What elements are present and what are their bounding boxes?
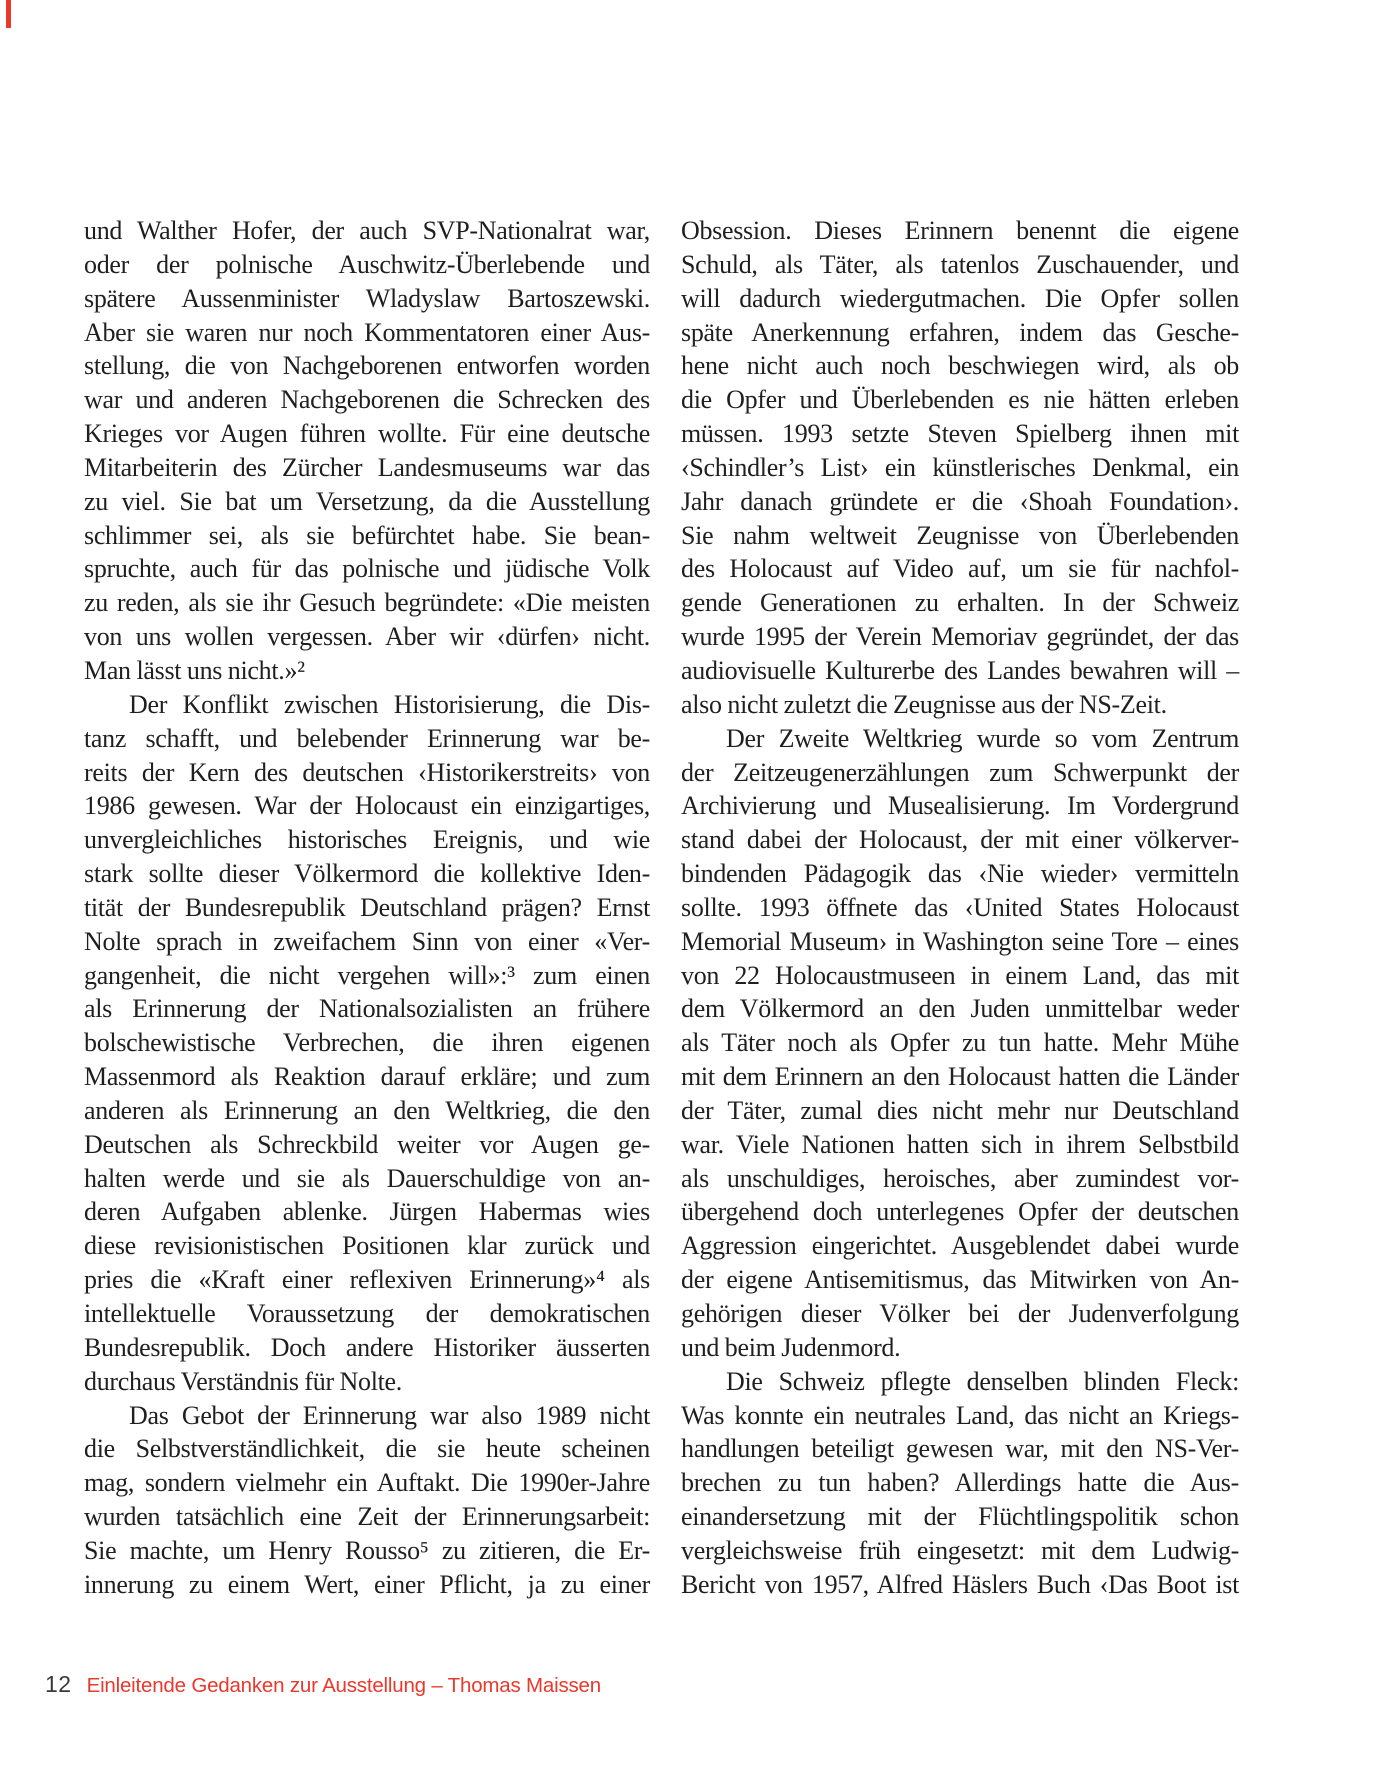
text-line: unvergleichliches historisches Ereignis, und wie <box>84 825 650 855</box>
text-line: Bericht von 1957, Alfred Häslers Buch ‹Das Boot ist <box>681 1569 1239 1599</box>
text-line: war. Viele Nationen hatten sich in ihrem Selbstbild <box>681 1129 1239 1159</box>
text-line: Aggression eingerichtet. Ausgeblendet dabei wurde <box>681 1231 1239 1261</box>
text-line: gangenheit, die nicht vergehen will»:³ zum einen <box>84 960 650 990</box>
text-line: die Selbstverständlichkeit, die sie heute scheinen <box>84 1434 650 1464</box>
text-line: brechen zu tun haben? Allerdings hatte die Aus- <box>681 1468 1239 1498</box>
text-line: schlimmer sei, als sie befürchtet habe. Sie bean- <box>84 520 650 550</box>
text-line: die Opfer und Überlebenden es nie hätten erleben <box>681 385 1239 415</box>
page-footer <box>45 1671 601 1698</box>
text-line: Krieges vor Augen führen wollte. Für eine deutsche <box>84 419 650 449</box>
text-line: späte Anerkennung erfahren, indem das Gesche- <box>681 317 1239 347</box>
text-line: Obsession. Dieses Erinnern benennt die eigene <box>681 216 1239 245</box>
text-line: vergleichsweise früh eingesetzt: mit dem Ludwig- <box>681 1535 1239 1565</box>
text-line: gehörigen dieser Völker bei der Judenverfolgung <box>681 1299 1239 1328</box>
text-line: übergehend doch unterlegenes Opfer der deutschen <box>681 1197 1239 1227</box>
text-line: stellung, die von Nachgeborenen entworfen worden <box>84 351 650 381</box>
text-line: sollte. 1993 öffnete das ‹United States Holocaust <box>681 892 1239 922</box>
text-line: Nolte sprach in zweifachem Sinn von einer «Ver- <box>84 926 650 956</box>
text-line: intellektuelle Voraussetzung der demokratischen <box>84 1299 650 1328</box>
text-line: und beim Judenmord. <box>681 1332 901 1362</box>
text-line: Was konnte ein neutrales Land, das nicht an Kriegs- <box>681 1400 1239 1430</box>
text-line: als Täter noch als Opfer zu tun hatte. Mehr Mühe <box>681 1028 1239 1058</box>
text-line: 1986 gewesen. War der Holocaust ein einzigartiges, <box>84 791 650 821</box>
text-line: also nicht zuletzt die Zeugnisse aus der NS-Zeit. <box>681 689 1167 719</box>
text-line: Sie nahm weltweit Zeugnisse von Überlebenden <box>681 520 1239 550</box>
text-line: Man lässt uns nicht.»² <box>84 655 305 685</box>
text-line: spruchte, auch für das polnische und jüdische Volk <box>84 554 650 584</box>
text-line: spätere Aussenminister Wladyslaw Bartoszewski. <box>84 283 650 313</box>
text-line: mag, sondern vielmehr ein Auftakt. Die 1990er-Jahre <box>84 1468 650 1498</box>
text-line: Der Zweite Weltkrieg wurde so vom Zentrum <box>726 723 1239 753</box>
text-line: als Erinnerung der Nationalsozialisten an frühere <box>84 994 650 1024</box>
text-line: wurde 1995 der Verein Memoriav gegründet, der das <box>681 622 1239 652</box>
text-line: innerung zu einem Wert, einer Pflicht, ja zu einer <box>84 1569 650 1599</box>
text-line: Mitarbeiterin des Zürcher Landesmuseums war das <box>84 452 650 482</box>
text-line: bindenden Pädagogik das ‹Nie wieder› vermitteln <box>681 859 1239 889</box>
text-line: war und anderen Nachgeborenen die Schrecken des <box>84 385 650 415</box>
text-line: Sie machte, um Henry Rousso⁵ zu zitieren, die Er- <box>84 1535 650 1565</box>
text-line: Schuld, als Täter, als tatenlos Zuschauender, und <box>681 249 1239 279</box>
text-line: handlungen beteiligt gewesen war, mit den NS-Ver- <box>681 1434 1239 1464</box>
text-line: stand dabei der Holocaust, der mit einer völkerver- <box>681 825 1239 855</box>
text-line: zu reden, als sie ihr Gesuch begründete: «Die meisten <box>84 588 650 618</box>
text-line: dem Völkermord an den Juden unmittelbar weder <box>681 994 1239 1024</box>
text-line: von uns wollen vergessen. Aber wir ‹dürfen› nicht. <box>84 622 650 652</box>
text-column-left <box>84 214 650 1602</box>
text-line: halten werde und sie als Dauerschuldige von an- <box>84 1163 650 1193</box>
text-line: Der Konflikt zwischen Historisierung, die Dis- <box>129 689 650 719</box>
text-line: will dadurch wiedergutmachen. Die Opfer sollen <box>681 283 1239 313</box>
text-line: Deutschen als Schreckbild weiter vor Augen ge- <box>84 1129 650 1159</box>
text-line: stark sollte dieser Völkermord die kollektive Iden- <box>84 859 650 889</box>
text-line: zu viel. Sie bat um Versetzung, da die Ausstellung <box>84 486 650 516</box>
text-column-right <box>681 214 1239 1602</box>
text-line: Bundesrepublik. Doch andere Historiker äusserten <box>84 1332 650 1362</box>
text-line: tanz schafft, und belebender Erinnerung war be- <box>84 723 650 753</box>
text-line: des Holocaust auf Video auf, um sie für nachfol- <box>681 554 1239 584</box>
text-line: Aber sie waren nur noch Kommentatoren einer Aus- <box>84 317 650 347</box>
text-line: der Täter, zumal dies nicht mehr nur Deutschland <box>681 1095 1239 1125</box>
page-number: 12 <box>45 1671 72 1697</box>
text-line: einandersetzung mit der Flüchtlingspolitik schon <box>681 1502 1239 1532</box>
text-line: Jahr danach gründete er die ‹Shoah Foundation›. <box>681 486 1239 516</box>
text-line: Die Schweiz pflegte denselben blinden Fleck: <box>726 1366 1239 1396</box>
text-line: tität der Bundesrepublik Deutschland prägen? Ernst <box>84 892 650 922</box>
text-line: oder der polnische Auschwitz-Überlebende und <box>84 249 650 279</box>
text-line: Memorial Museum› in Washington seine Tore – eines <box>681 926 1239 956</box>
text-line: ‹Schindler’s List› ein künstlerisches Denkmal, ein <box>681 452 1239 482</box>
footer-chapter-title: Einleitende Gedanken zur Ausstellung – Thomas Maissen <box>86 1674 601 1697</box>
text-line: gende Generationen zu erhalten. In der Schweiz <box>681 588 1239 618</box>
text-line: audiovisuelle Kulturerbe des Landes bewahren will – <box>681 655 1239 685</box>
text-line: Archivierung und Musealisierung. Im Vordergrund <box>681 791 1239 821</box>
text-line: und Walther Hofer, der auch SVP-Nationalrat war, <box>84 216 650 245</box>
text-line: pries die «Kraft einer reflexiven Erinnerung»⁴ als <box>84 1265 650 1295</box>
text-line: wurden tatsächlich eine Zeit der Erinnerungsarbeit: <box>84 1502 650 1532</box>
text-line: deren Aufgaben ablenke. Jürgen Habermas wies <box>84 1197 650 1227</box>
text-line: müssen. 1993 setzte Steven Spielberg ihnen mit <box>681 419 1239 449</box>
text-line: als unschuldiges, heroisches, aber zumindest vor- <box>681 1163 1239 1193</box>
text-line: bolschewistische Verbrechen, die ihren eigenen <box>84 1028 650 1058</box>
text-line: von 22 Holocaustmuseen in einem Land, das mit <box>681 960 1239 990</box>
text-line: anderen als Erinnerung an den Weltkrieg, die den <box>84 1095 650 1125</box>
text-line: reits der Kern des deutschen ‹Historikerstreits› von <box>84 757 650 787</box>
text-line: der Zeitzeugenerzählungen zum Schwerpunkt der <box>681 757 1239 787</box>
text-line: Massenmord als Reaktion darauf erkläre; und zum <box>84 1062 650 1092</box>
page-edge-tab <box>6 0 11 28</box>
text-line: diese revisionistischen Positionen klar zurück und <box>84 1231 650 1261</box>
text-line: mit dem Erinnern an den Holocaust hatten die Länder <box>681 1062 1239 1092</box>
text-line: durchaus Verständnis für Nolte. <box>84 1366 402 1396</box>
text-line: hene nicht auch noch beschwiegen wird, als ob <box>681 351 1239 381</box>
text-line: Das Gebot der Erinnerung war also 1989 nicht <box>129 1400 650 1430</box>
text-line: der eigene Antisemitismus, das Mitwirken von An- <box>681 1265 1239 1295</box>
